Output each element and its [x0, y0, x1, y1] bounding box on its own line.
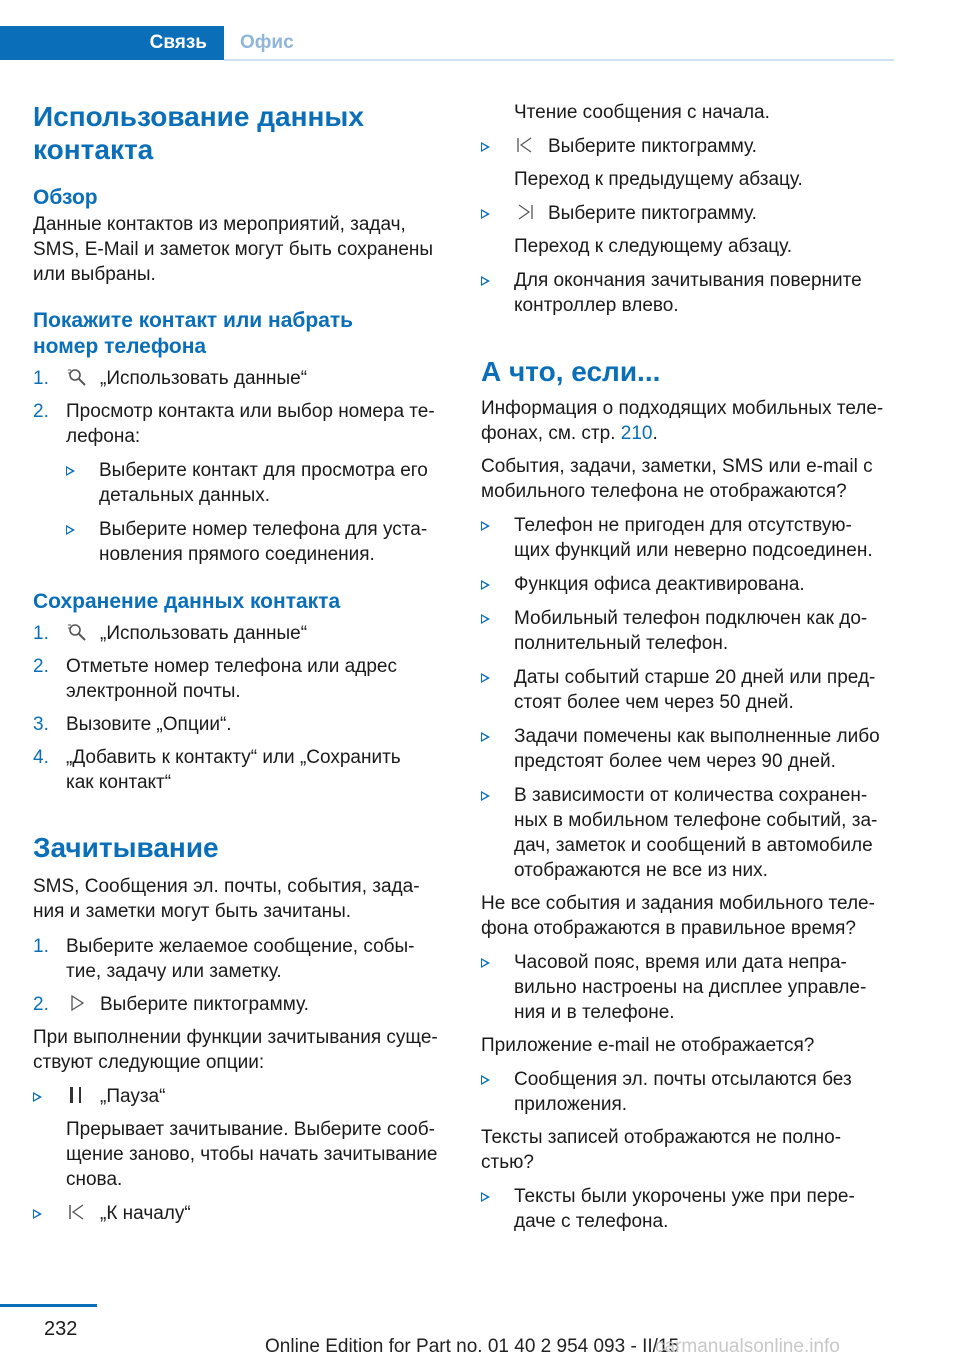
bullet-text: Выберите пиктограмму. [548, 203, 757, 224]
text-line: или выбраны. [33, 264, 156, 285]
bullet-item [66, 517, 451, 567]
bullet-triangle-icon [481, 580, 490, 590]
bullet-text: Сообщения эл. почты отсылаются без [514, 1069, 852, 1090]
bullet-item [481, 134, 899, 192]
bullet-text: ных в мобильном телефоне событий, за- [514, 810, 878, 831]
bullet-item [481, 513, 899, 563]
bullet-text: Телефон не пригоден для отсутствую- [514, 515, 852, 536]
text-line: Прерывает зачитывание. Выберите сооб- [66, 1119, 435, 1140]
left-column [33, 100, 451, 1226]
info-text: Информация о подходящих мобильных теле- фонах, см. стр. 210. [481, 398, 884, 444]
list-item [33, 934, 451, 984]
step-text: Выберите желаемое сообщение, собы- [66, 936, 415, 957]
heading-line: Покажите контакт или набрать [33, 309, 354, 332]
heading-save-contact: Сохранение данных контакта [33, 590, 341, 613]
bullet-text: стоят более чем через 50 дней. [514, 692, 794, 713]
bullet-triangle-icon [481, 521, 490, 531]
text-line: Данные контактов из мероприятий, задач, [33, 214, 406, 235]
step-text: „Использовать данные“ [100, 368, 308, 389]
bullet-text: контроллер влево. [514, 295, 679, 316]
bullet-text: Выберите пиктограмму. [548, 136, 757, 157]
text-line: Приложение e-mail не отображается? [481, 1035, 815, 1056]
step-text: Выберите пиктограмму. [100, 994, 309, 1015]
bullet-text: Функция офиса деактивирована. [514, 574, 805, 595]
tab-communication[interactable]: Связь [0, 26, 224, 60]
bullet-text: „Пауза“ [100, 1086, 166, 1107]
text-line: ствуют следующие опции: [33, 1052, 265, 1073]
step-text: „Использовать данные“ [100, 623, 308, 644]
heading-line: Использование данных [33, 101, 364, 132]
step-text: Вызовите „Опции“. [66, 714, 232, 735]
bullet-triangle-icon [481, 958, 490, 968]
bullet-text: детальных данных. [99, 485, 271, 506]
text-line: фонах, см. стр. [481, 423, 616, 444]
bullet-item [481, 724, 899, 774]
bullet-item [481, 1184, 899, 1234]
question-text [481, 1125, 899, 1175]
header-bar [0, 26, 894, 60]
save-contact-steps [33, 621, 451, 795]
question-text [481, 1033, 899, 1058]
list-item [33, 621, 451, 646]
bullet-triangle-icon [481, 209, 490, 219]
question-answers [481, 513, 899, 883]
bullet-item [481, 606, 899, 656]
bullet-item [481, 572, 899, 597]
bullet-triangle-icon [481, 614, 490, 624]
text-line: При выполнении функции зачитывания суще- [33, 1027, 438, 1048]
previous-paragraph-icon [514, 134, 536, 156]
bullet-triangle-icon [66, 466, 75, 476]
step-number: 1. [33, 936, 49, 957]
search-magnifier-icon [66, 366, 88, 388]
search-magnifier-icon [66, 621, 88, 643]
question-text [481, 454, 899, 504]
bullet-text: Выберите номер телефона для уста- [99, 519, 428, 540]
bullet-text: Выберите контакт для просмотра его [99, 460, 428, 481]
step-number: 3. [33, 714, 49, 735]
header-divider [224, 59, 894, 61]
overview-text [33, 212, 451, 287]
bullet-text: вильно настроены на дисплее управле- [514, 977, 867, 998]
step-number: 2. [33, 656, 49, 677]
heading-line: контакта [33, 134, 154, 165]
watermark: carmanualsonline.info [655, 1336, 840, 1357]
bullet-text: Мобильный телефон подключен как до- [514, 608, 868, 629]
list-item [33, 745, 451, 795]
bullet-triangle-icon [481, 791, 490, 801]
step-number: 2. [33, 994, 49, 1015]
step-text: „Добавить к контакту“ или „Сохранить [66, 747, 401, 768]
read-aloud-steps [33, 934, 451, 1017]
step-number: 4. [33, 747, 49, 768]
bullet-triangle-icon [66, 525, 75, 535]
list-item [33, 712, 451, 737]
heading-show-contact [33, 308, 451, 360]
skip-to-start-icon [66, 1201, 88, 1223]
bullet-triangle-icon [481, 673, 490, 683]
text-line: ния и заметки могут быть зачитаны. [33, 901, 352, 922]
bullet-text: новления прямого соединения. [99, 544, 375, 565]
pause-description [66, 1117, 451, 1192]
bullet-text: „К началу“ [100, 1203, 191, 1224]
heading-overview: Обзор [33, 186, 98, 209]
bullet-item [481, 201, 899, 259]
step-number: 1. [33, 368, 49, 389]
bullet-text: щих функций или неверно подсоединен. [514, 540, 873, 561]
list-item [33, 654, 451, 704]
bullet-triangle-icon [33, 1209, 42, 1219]
bullet-text: ния и в телефоне. [514, 1002, 675, 1023]
heading-what-if: А что, если... [481, 356, 661, 387]
bullet-item [481, 783, 899, 883]
footer-edition: Online Edition for Part no. 01 40 2 954 093 - II/15 [265, 1336, 680, 1357]
step-text: электронной почты. [66, 681, 241, 702]
bullet-item [66, 458, 451, 508]
bullet-text: отображаются не все из них. [514, 860, 768, 881]
bullet-text: Часовой пояс, время или дата непра- [514, 952, 847, 973]
bullet-item [481, 1067, 899, 1117]
bullet-item [481, 950, 899, 1025]
step-text: Отметьте номер телефона или адрес [66, 656, 397, 677]
text-line: стью? [481, 1152, 534, 1173]
text-line: фона отображаются в правильное время? [481, 918, 856, 939]
bullet-text: приложения. [514, 1094, 628, 1115]
bullet-text: полнительный телефон. [514, 633, 729, 654]
bullet-text: В зависимости от количества сохранен- [514, 785, 868, 806]
start-description: Чтение сообщения с начала. [514, 102, 770, 123]
heading-read-aloud: Зачитывание [33, 832, 219, 863]
bullet-text: Даты событий старше 20 дней или пред- [514, 667, 876, 688]
heading-line: номер телефона [33, 335, 207, 358]
bullet-text: даче с телефона. [514, 1211, 669, 1232]
bullet-item [33, 1201, 451, 1226]
show-contact-steps [33, 366, 451, 567]
text-line: Не все события и задания мобильного теле- [481, 893, 875, 914]
list-item [33, 366, 451, 391]
bullet-triangle-icon [481, 1192, 490, 1202]
previous-description: Переход к предыдущему абзацу. [514, 169, 803, 190]
text-line: События, задачи, заметки, SMS или e-mail с [481, 456, 873, 477]
page-number: 232 [44, 1318, 78, 1340]
options-text [33, 1025, 451, 1075]
pause-icon [66, 1084, 88, 1106]
bullet-triangle-icon [481, 732, 490, 742]
bullet-triangle-icon [481, 142, 490, 152]
step-text: тие, задачу или заметку. [66, 961, 282, 982]
tab-office[interactable]: Офис [240, 32, 294, 53]
footer-divider [0, 1304, 97, 1307]
read-aloud-text [33, 874, 451, 924]
page-reference-link[interactable]: 210 [620, 423, 653, 444]
list-item [33, 399, 451, 567]
list-item [33, 992, 451, 1017]
text-line: снова. [66, 1169, 123, 1190]
step-text: как контакт“ [66, 772, 172, 793]
bullet-item [33, 1084, 451, 1192]
step-text: лефона: [66, 426, 141, 447]
bullet-item [481, 268, 899, 318]
bullet-text: дач, заметок и сообщений в автомобиле [514, 835, 873, 856]
text-line: Информация о подходящих мобильных теле- [481, 398, 884, 419]
bullet-text: Задачи помечены как выполненные либо [514, 726, 880, 747]
step-text: Просмотр контакта или выбор номера те- [66, 401, 435, 422]
right-column [481, 100, 899, 1234]
play-icon [66, 992, 88, 1014]
bullet-triangle-icon [481, 276, 490, 286]
next-paragraph-icon [514, 201, 536, 223]
text-line: SMS, Сообщения эл. почты, события, зада- [33, 876, 420, 897]
bullet-text: Тексты были укорочены уже при пере- [514, 1186, 855, 1207]
question-text [481, 891, 899, 941]
step-number: 1. [33, 623, 49, 644]
bullet-item [481, 665, 899, 715]
heading-contact-data [33, 100, 451, 166]
next-description: Переход к следующему абзацу. [514, 236, 793, 257]
bullet-text: Для окончания зачитывания поверните [514, 270, 862, 291]
text-line: Тексты записей отображаются не полно- [481, 1127, 842, 1148]
bullet-triangle-icon [481, 1075, 490, 1085]
text-line: мобильного телефона не отображаются? [481, 481, 847, 502]
text-line: щение заново, чтобы начать зачитывание [66, 1144, 438, 1165]
step-number: 2. [33, 401, 49, 422]
bullet-text: предстоят более чем через 90 дней. [514, 751, 836, 772]
text-line: SMS, E-Mail и заметок могут быть сохранены [33, 239, 434, 260]
bullet-triangle-icon [33, 1092, 42, 1102]
